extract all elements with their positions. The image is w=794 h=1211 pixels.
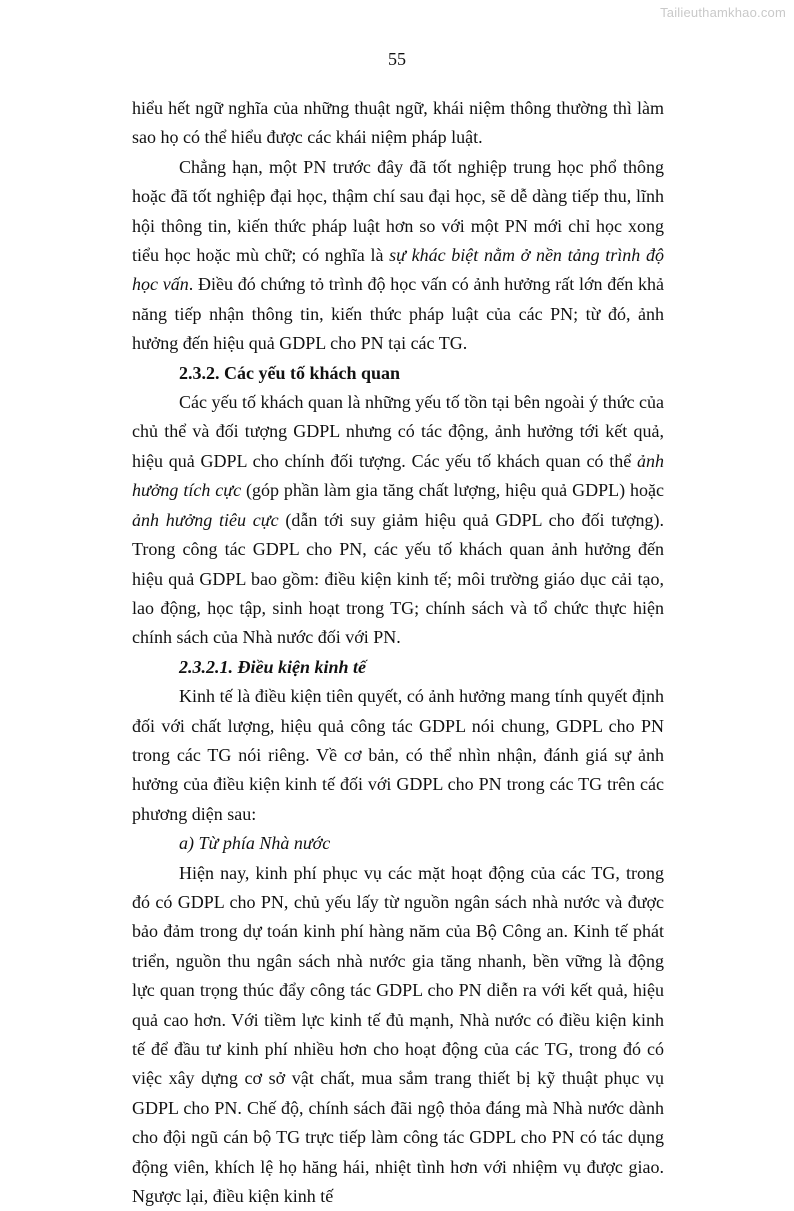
paragraph-3-text-mid: (góp phần làm gia tăng chất lượng, hiệu quả GDPL) hoặc — [241, 480, 664, 501]
section-heading-2-3-2: 2.3.2. Các yếu tố khách quan — [179, 362, 401, 383]
paragraph-2 — [132, 153, 664, 359]
paragraph-3-text-end: (dẫn tới suy giảm hiệu quả GDPL cho đối tượng). Trong công tác GDPL cho PN, các yếu tố khách quan ảnh hưởng đến hiệu quả GDPL bao gồm: điều kiện kinh tế; môi trường giáo dục cải tạo, lao động, học tập, sinh hoạt trong TG; chính sách và tổ chức thực hiện chính sách của Nhà nước đối với PN. — [132, 509, 665, 648]
paragraph-2-text: Chẳng hạn, một PN trước đây đã tốt nghiệp trung học phổ thông hoặc đã tốt nghiệp đại học, thậm chí sau đại học, sẽ dễ dàng tiếp thu, lĩnh hội thông tin, kiến thức pháp luật hơn so với một PN mới chỉ học xong tiểu học hoặc mù chữ; có nghĩa là — [132, 156, 664, 266]
watermark: Tailieuthamkhao.com — [660, 5, 786, 20]
paragraph-3 — [132, 388, 664, 653]
paragraph-2-emphasis: sự khác biệt nằm ở nền tảng trình độ học vấn — [132, 245, 664, 295]
paragraph-1: hiểu hết ngữ nghĩa của những thuật ngữ, khái niệm thông thường thì làm sao họ có thể hiểu được các khái niệm pháp luật. — [132, 98, 664, 148]
paragraph-4: Kinh tế là điều kiện tiên quyết, có ảnh hưởng mang tính quyết định đối với chất lượng, hiệu quả công tác GDPL nói chung, GDPL cho PN trong các TG nói riêng. Về cơ bản, có thể nhìn nhận, đánh giá sự ảnh hưởng của điều kiện kinh tế đối với GDPL cho PN trong các TG trên các phương diện sau: — [132, 686, 664, 824]
paragraph-3-emphasis-2: ảnh hưởng tiêu cực — [132, 509, 279, 530]
item-heading-a: a) Từ phía Nhà nước — [179, 833, 331, 854]
paragraph-2-text-end: . Điều đó chứng tỏ trình độ học vấn có ảnh hưởng rất lớn đến khả năng tiếp nhận thông tin, kiến thức pháp luật của các PN; từ đó, ảnh hưởng đến hiệu quả GDPL cho PN tại các TG. — [132, 274, 664, 354]
paragraph-3-text: Các yếu tố khách quan là những yếu tố tồn tại bên ngoài ý thức của chủ thể và đối tượng GDPL nhưng có tác động, ảnh hưởng tới kết quả, hiệu quả GDPL cho chính đối tượng. Các yếu tố khách quan có thể — [132, 392, 664, 471]
section-heading-2-3-2-1: 2.3.2.1. Điều kiện kinh tế — [179, 656, 367, 677]
page-number: 55 — [388, 49, 406, 69]
document-body — [132, 94, 664, 1211]
paragraph-3-emphasis-1: ảnh hưởng tích cực — [132, 450, 664, 501]
paragraph-5: Hiện nay, kinh phí phục vụ các mặt hoạt động của các TG, trong đó có GDPL cho PN, chủ yếu lấy từ nguồn ngân sách nhà nước và được bảo đảm trong dự toán kinh phí hàng năm của Bộ Công an. Kinh tế phát triển, nguồn thu ngân sách nhà nước gia tăng nhanh, bền vững là động lực quan trọng thúc đẩy công tác GDPL cho PN diễn ra với kết quả, hiệu quả cao hơn. Với tiềm lực kinh tế đủ mạnh, Nhà nước có điều kiện kinh tế để đầu tư kinh phí nhiều hơn cho hoạt động của các TG, trong đó có việc xây dựng cơ sở vật chất, mua sắm trang thiết bị kỹ thuật phục vụ GDPL cho PN. Chế độ, chính sách đãi ngộ thỏa đáng mà Nhà nước dành cho đội ngũ cán bộ TG trực tiếp làm công tác GDPL cho PN có tác dụng động viên, khích lệ họ hăng hái, nhiệt tình hơn với nhiệm vụ được giao. Ngược lại, điều kiện kinh tế — [132, 862, 664, 1207]
